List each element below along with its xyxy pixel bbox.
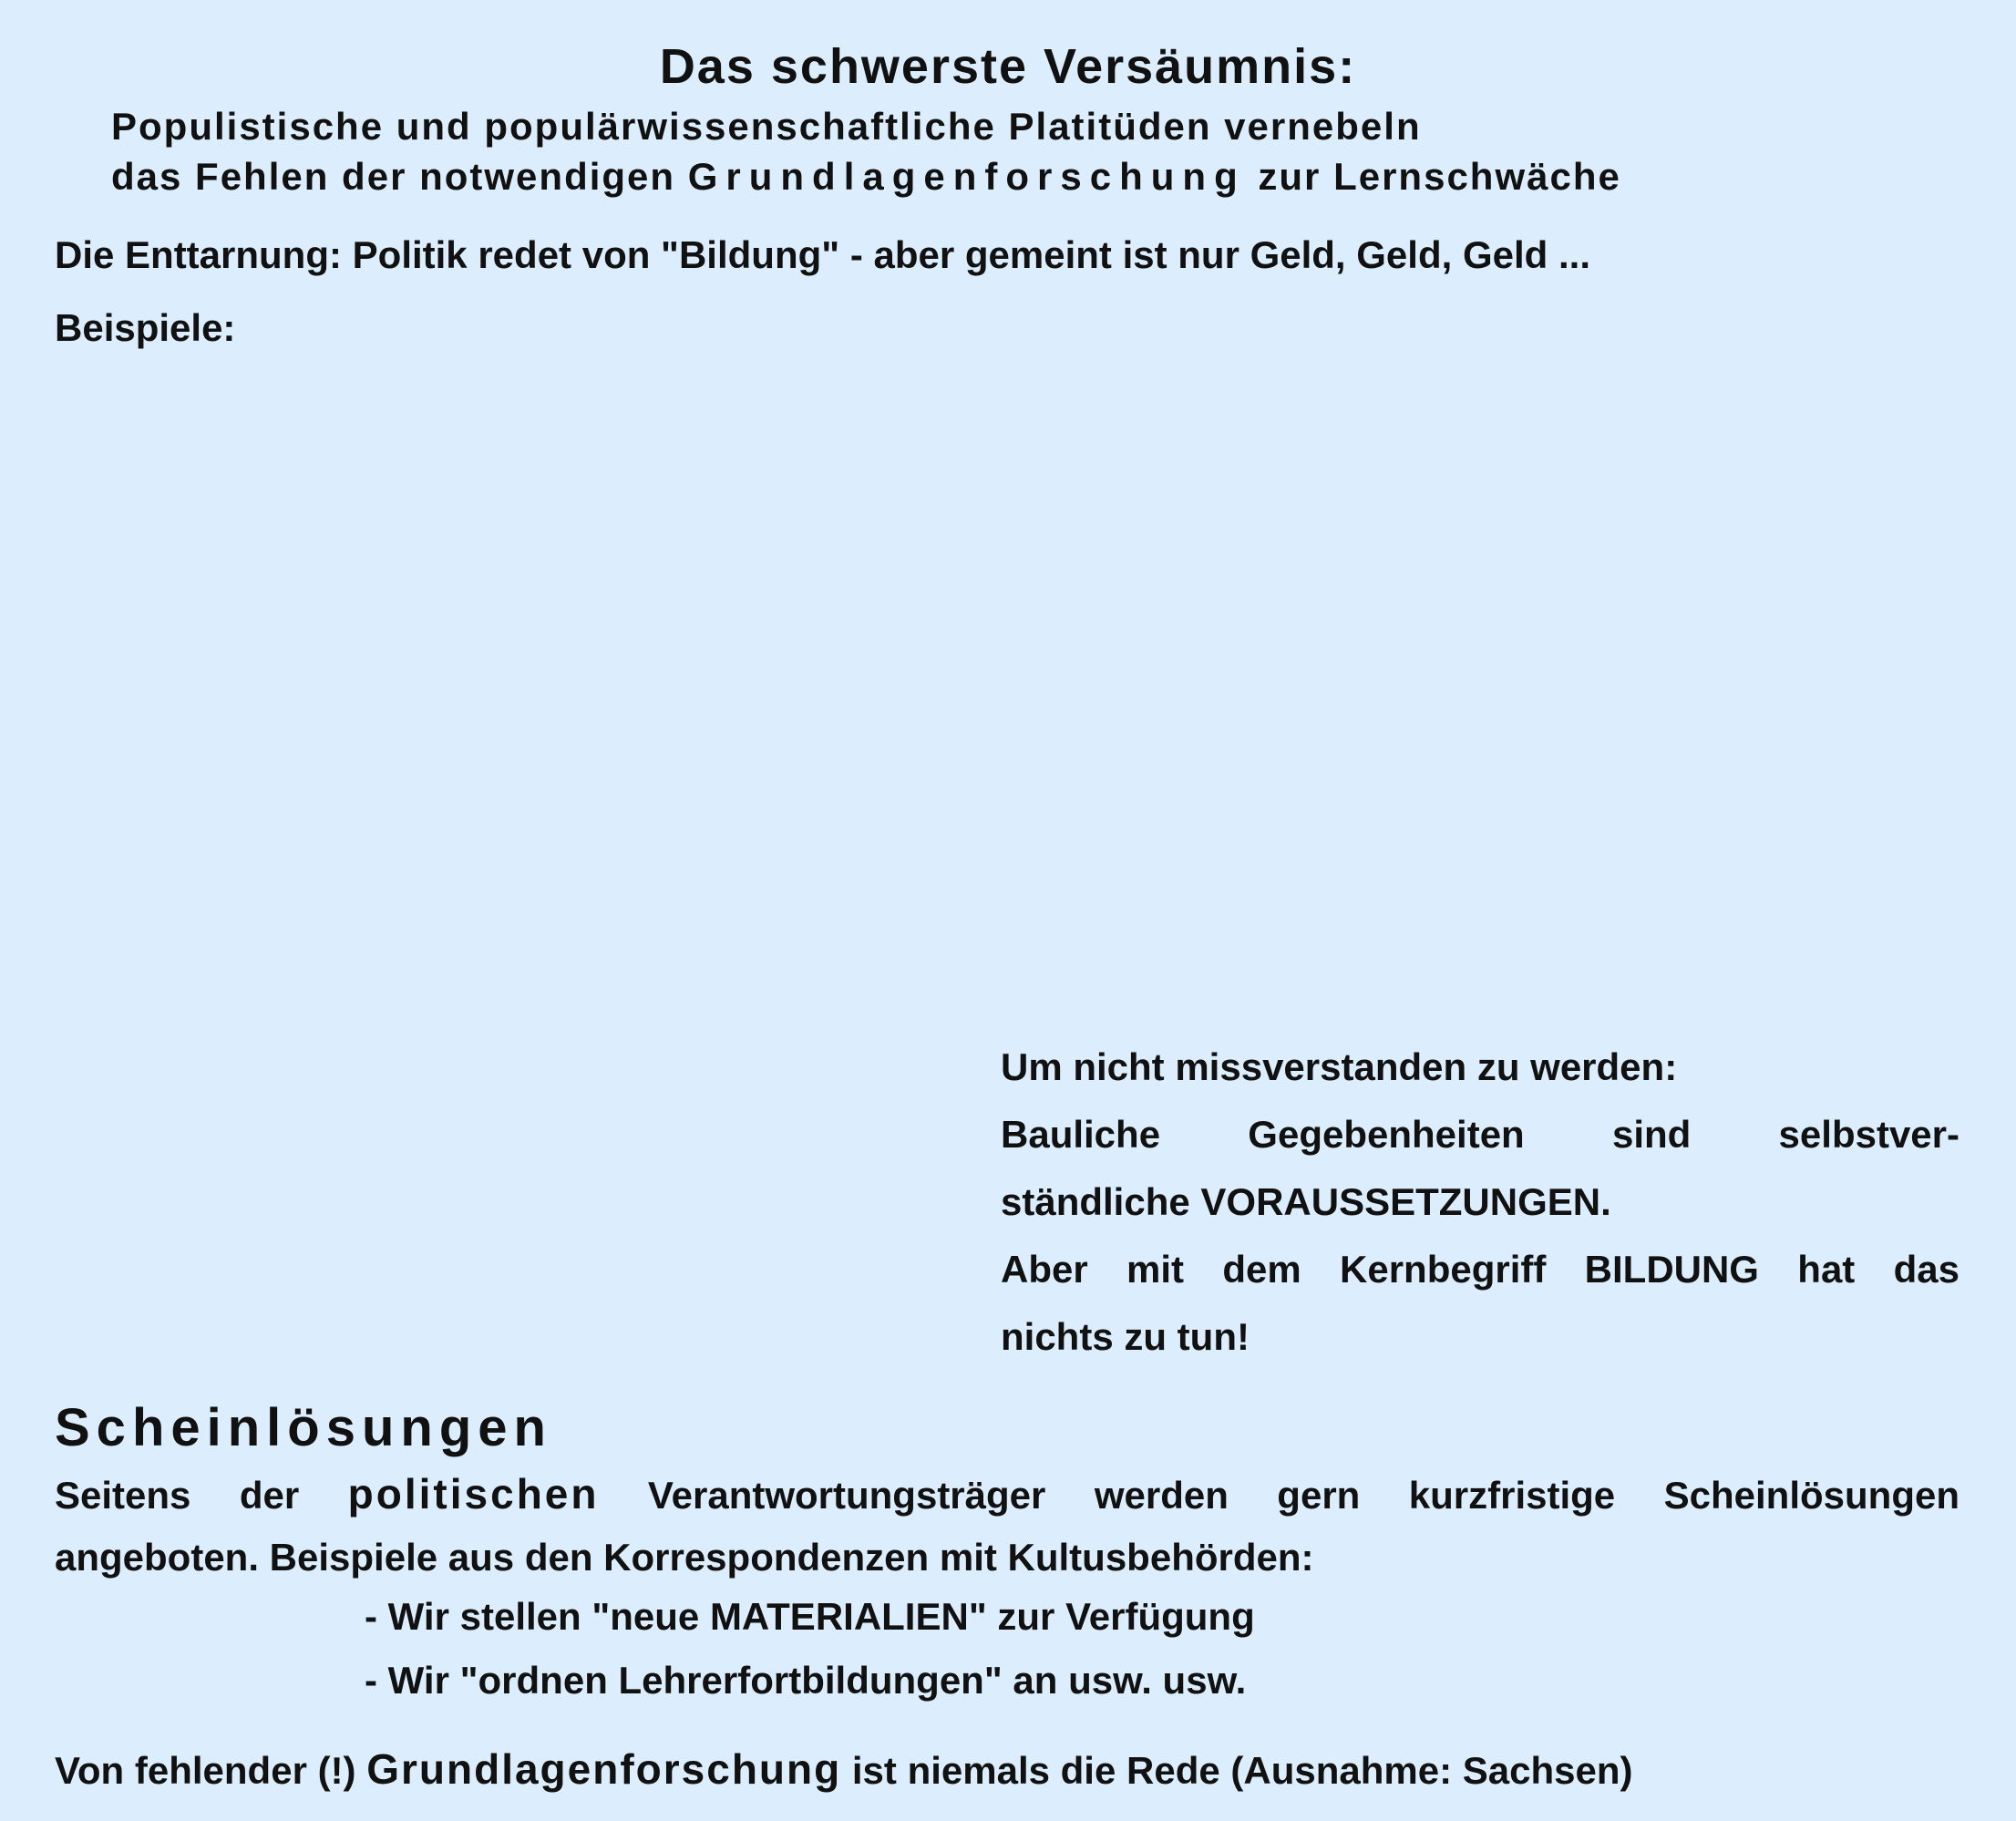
note-line-3: ständliche VORAUSSETZUNGEN. xyxy=(1001,1180,1611,1223)
subtitle-line-1: Populistische und populärwissenschaftliche Platitüden vernebeln xyxy=(111,105,1422,148)
note-line-4: Aber mit dem Kernbegriff BILDUNG hat das xyxy=(1001,1248,1959,1291)
subtitle-emphasis: Grundlagenforschung xyxy=(687,155,1246,198)
closing-post: ist niemals die Rede (Ausnahme: Sachsen) xyxy=(841,1749,1633,1792)
paragraph-line-1 xyxy=(55,1463,1959,1527)
note-line-1: Um nicht missverstanden zu werden: xyxy=(1001,1045,1678,1088)
closing-emphasis: Grundlagenforschung xyxy=(366,1745,842,1793)
note-line-2: Bauliche Gegebenheiten sind selbstver- xyxy=(1001,1113,1959,1156)
subtitle-line-2 xyxy=(111,151,1621,202)
closing-pre: Von fehlender (!) xyxy=(55,1749,367,1792)
beispiele-label: Beispiele: xyxy=(55,306,236,349)
list-item: - Wir "ordnen Lehrerfortbildungen" an usw. usw. xyxy=(365,1659,1247,1702)
subtitle-line-2-post: zur Lernschwäche xyxy=(1245,155,1621,198)
page-title: Das schwerste Versäumnis: xyxy=(659,39,1357,94)
list-item: - Wir stellen "neue MATERIALIEN" zur Verfügung xyxy=(365,1595,1255,1638)
section-heading-scheinloesungen: Scheinlösungen xyxy=(55,1398,552,1457)
paragraph-line-2: angeboten. Beispiele aus den Korrespondenzen mit Kultusbehörden: xyxy=(55,1536,1314,1579)
clarification-note xyxy=(1001,1034,1959,1371)
paragraph-emphasis: politischen xyxy=(347,1470,600,1518)
paragraph-post: Verantwortungsträger werden gern kurzfristige Scheinlösungen xyxy=(599,1474,1959,1517)
subtitle-line-2-pre: das Fehlen der notwendigen xyxy=(111,155,688,198)
note-line-5: nichts zu tun! xyxy=(1001,1315,1250,1358)
scheinloesungen-paragraph xyxy=(55,1463,1959,1589)
paragraph-pre: Seitens der xyxy=(55,1474,348,1517)
enttarnung-statement: Die Enttarnung: Politik redet von "Bildung" - aber gemeint ist nur Geld, Geld, Geld ... xyxy=(55,233,1590,276)
closing-statement xyxy=(55,1742,1632,1798)
